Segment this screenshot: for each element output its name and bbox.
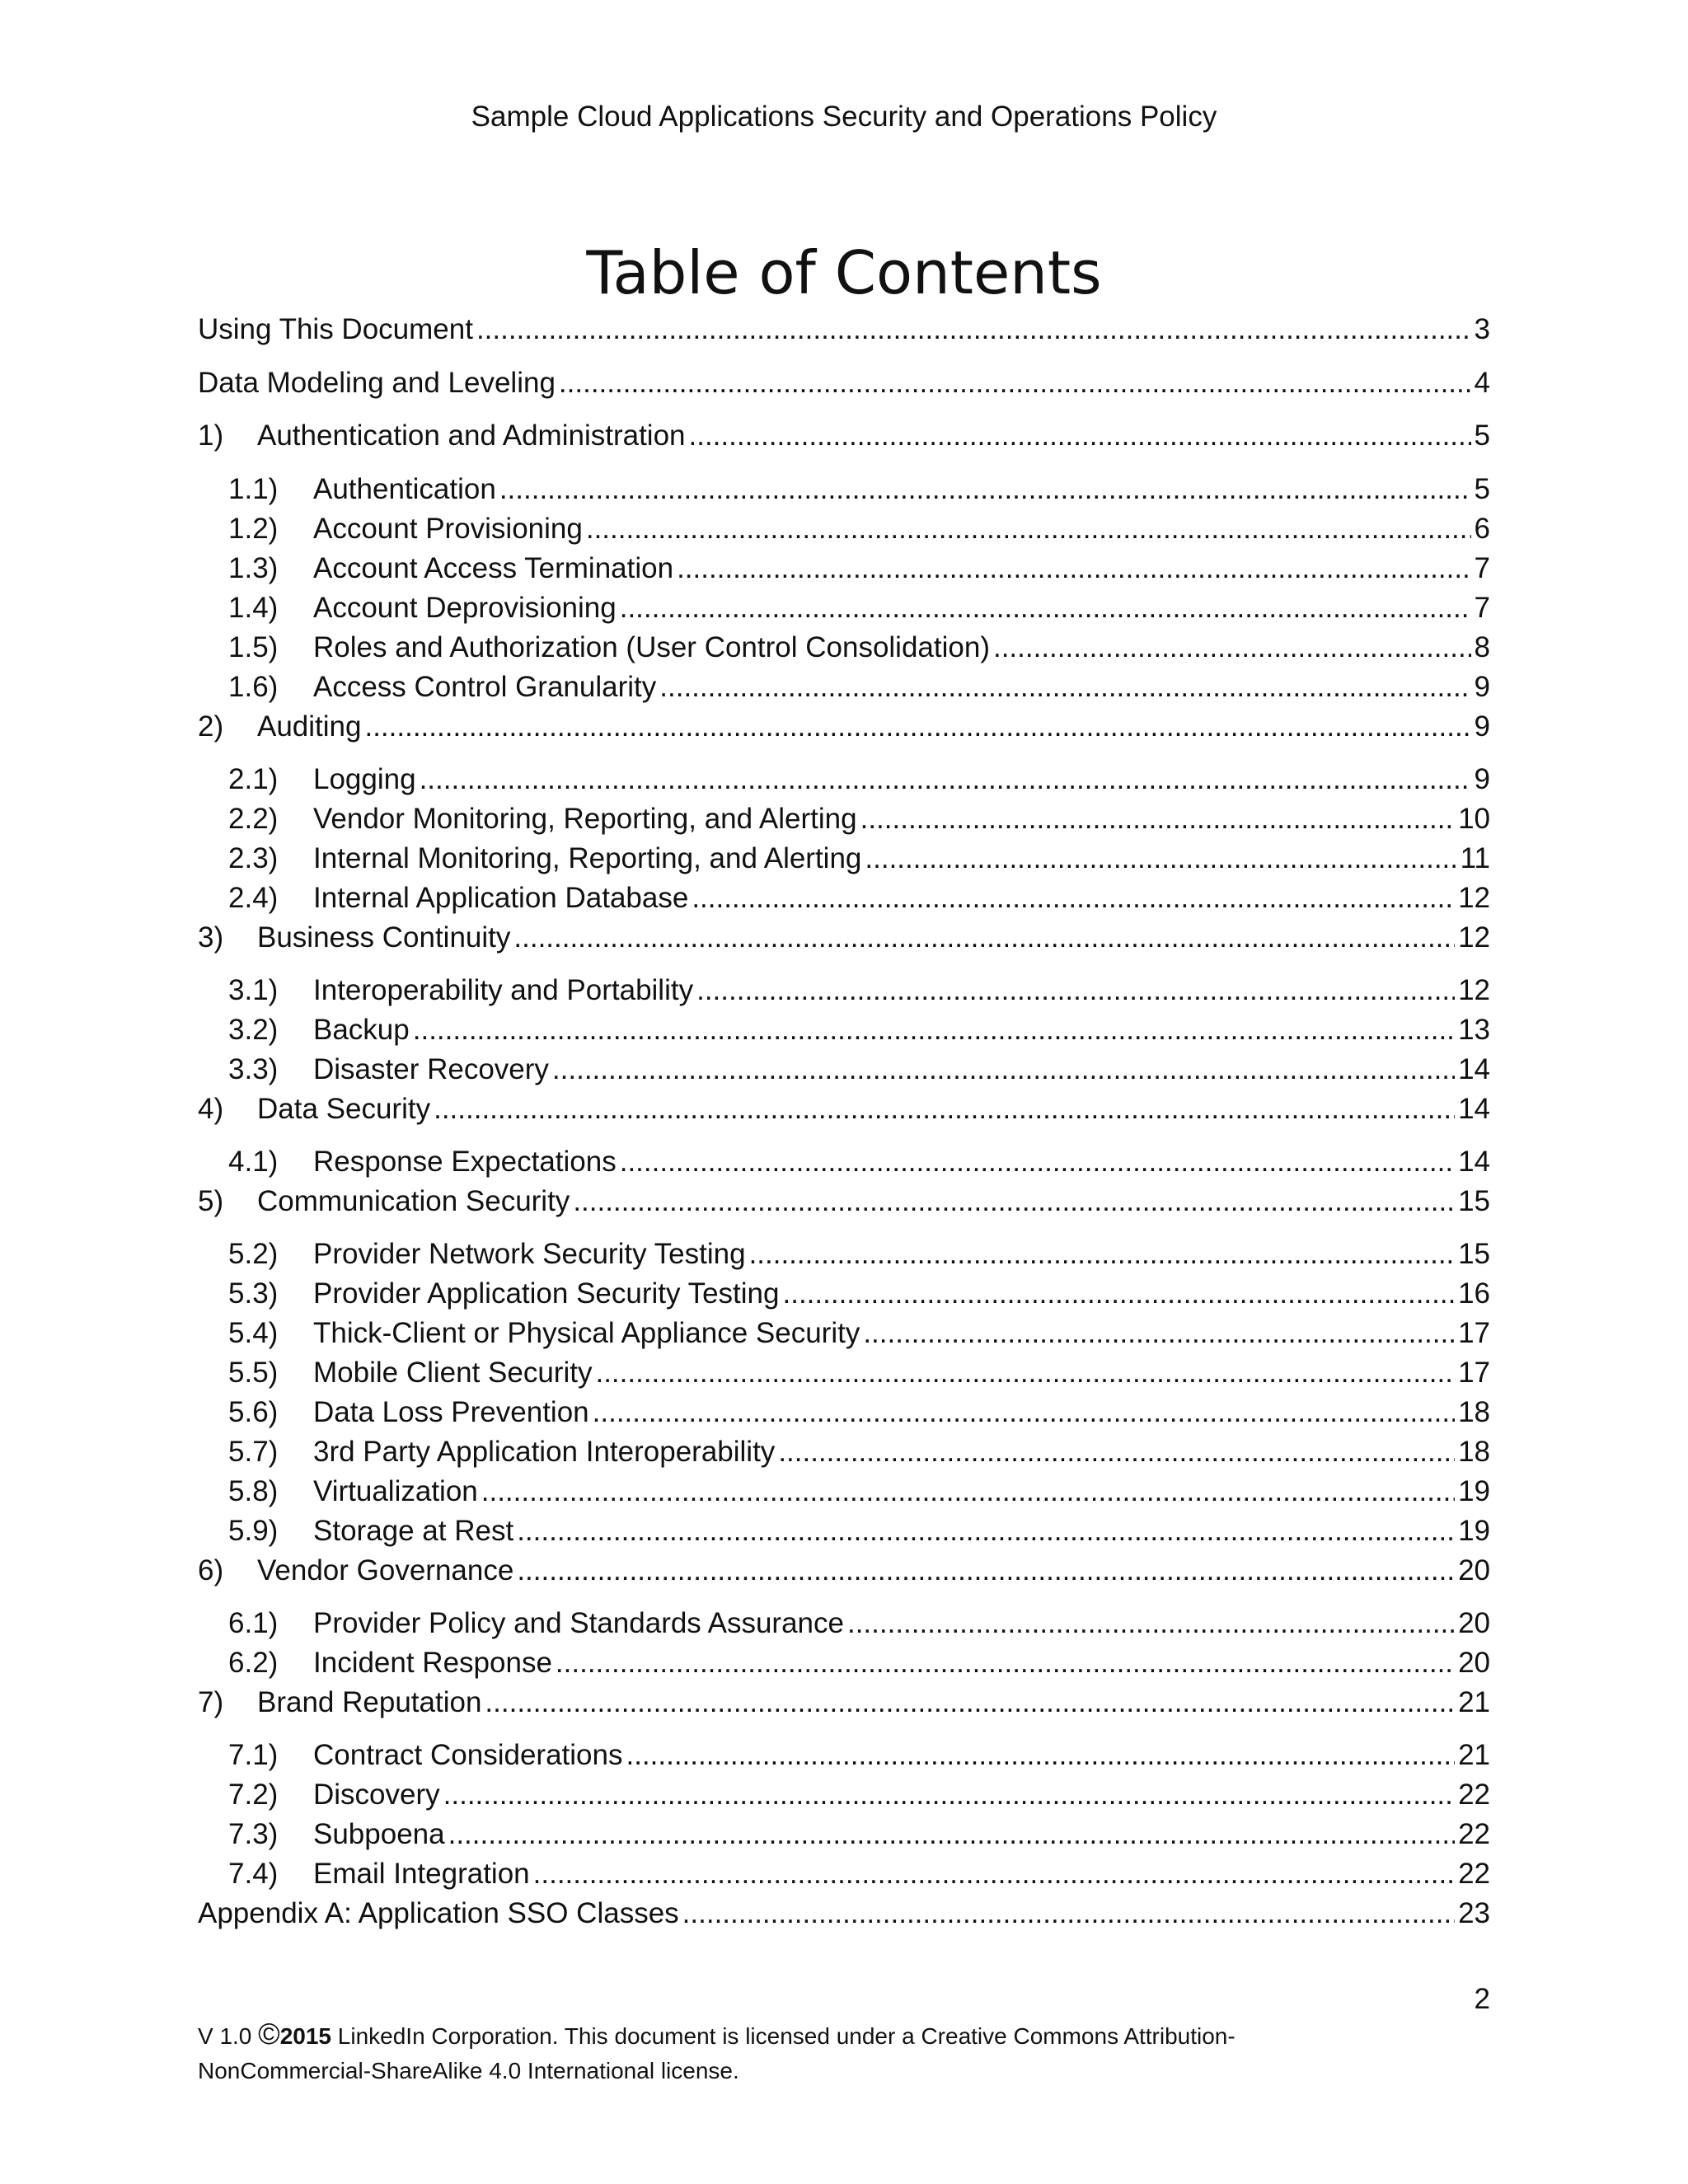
toc-entry-number: 6.2) <box>228 1647 279 1679</box>
toc-entry-number: 2.4) <box>228 882 279 914</box>
toc-entry-label: Storage at Rest <box>313 1515 514 1547</box>
toc-entry-number: 5.4) <box>228 1317 279 1349</box>
toc-entry-label: Mobile Client Security <box>313 1357 593 1389</box>
toc-entry-number: 5) <box>198 1185 224 1217</box>
toc-dot-leader <box>863 1314 1455 1353</box>
toc-dot-leader <box>682 1894 1455 1933</box>
toc-entry[interactable] <box>228 470 1490 509</box>
toc-entry-number: 2.1) <box>228 763 279 795</box>
toc-entry-number: 5.6) <box>228 1396 279 1428</box>
toc-entry-label: Communication Security <box>257 1185 570 1217</box>
toc-dot-leader <box>434 1090 1455 1129</box>
toc-dot-leader <box>692 879 1455 918</box>
toc-dot-leader <box>413 1010 1455 1050</box>
toc-entry-page: 17 <box>1458 1317 1490 1349</box>
toc-dot-leader <box>559 363 1471 403</box>
toc-entry[interactable] <box>228 1393 1490 1432</box>
toc-dot-leader <box>659 668 1470 707</box>
toc-entry-label: Account Access Termination <box>313 552 674 584</box>
toc-dot-leader <box>677 549 1470 588</box>
toc-entry-number: 5.5) <box>228 1357 279 1389</box>
toc-entry-label: Provider Network Security Testing <box>313 1238 746 1270</box>
toc-entry[interactable] <box>228 1432 1490 1472</box>
toc-entry-label: Logging <box>313 763 416 795</box>
toc-dot-leader <box>620 588 1471 628</box>
footer-version: V 1.0 <box>198 2023 252 2049</box>
toc-entry-label: Data Loss Prevention <box>313 1396 589 1428</box>
toc-entry[interactable] <box>228 1353 1490 1393</box>
toc-entry[interactable] <box>228 668 1490 707</box>
toc-entry[interactable] <box>228 509 1490 549</box>
toc-entry[interactable] <box>198 310 1490 349</box>
toc-entry-label: Disaster Recovery <box>313 1053 549 1085</box>
toc-entry[interactable] <box>228 1314 1490 1353</box>
toc-dot-leader <box>533 1854 1455 1894</box>
toc-entry-page: 3 <box>1474 313 1490 345</box>
toc-entry-page: 22 <box>1458 1858 1490 1890</box>
toc-dot-leader <box>556 1643 1455 1683</box>
toc-entry-page: 9 <box>1474 671 1490 703</box>
toc-entry-page: 19 <box>1458 1475 1490 1507</box>
toc-dot-leader <box>696 971 1455 1010</box>
toc-entry-label: Business Continuity <box>257 921 511 954</box>
toc-entry-page: 13 <box>1458 1014 1490 1046</box>
toc-entry-label: Authentication and Administration <box>257 419 686 452</box>
toc-entry-label: Provider Policy and Standards Assurance <box>313 1607 844 1639</box>
toc-entry-page: 7 <box>1474 592 1490 624</box>
toc-entry[interactable] <box>228 879 1490 918</box>
toc-entry-label: Incident Response <box>313 1647 552 1679</box>
toc-dot-leader <box>573 1182 1455 1221</box>
toc-entry[interactable] <box>228 799 1490 839</box>
toc-entry-page: 5 <box>1474 473 1490 505</box>
toc-entry-number: 1.2) <box>228 513 279 545</box>
copyright-icon: © <box>258 2017 280 2050</box>
toc-entry[interactable] <box>228 1511 1490 1551</box>
toc-entry-number: 5.8) <box>228 1475 279 1507</box>
toc-dot-leader <box>485 1683 1455 1722</box>
toc-entry-page: 12 <box>1458 974 1490 1006</box>
toc-entry-number: 6.1) <box>228 1607 279 1639</box>
toc-entry[interactable] <box>198 1090 1490 1129</box>
toc-entry-label: Virtualization <box>313 1475 478 1507</box>
toc-entry-page: 10 <box>1458 803 1490 835</box>
toc-dot-leader <box>476 310 1471 349</box>
toc-entry-number: 5.7) <box>228 1436 279 1468</box>
toc-entry-page: 14 <box>1458 1053 1490 1085</box>
toc-dot-leader <box>689 416 1471 456</box>
toc-entry-page: 17 <box>1458 1357 1490 1389</box>
toc-entry-number: 3) <box>198 921 224 954</box>
toc-entry-page: 18 <box>1458 1436 1490 1468</box>
toc-entry[interactable] <box>228 1142 1490 1182</box>
toc-entry[interactable] <box>198 1182 1490 1221</box>
toc-dot-leader <box>595 1353 1455 1393</box>
toc-entry-page: 14 <box>1458 1093 1490 1125</box>
toc-entry-label: Access Control Granularity <box>313 671 657 703</box>
toc-entry-number: 7.3) <box>228 1818 279 1850</box>
toc-entry[interactable] <box>228 628 1490 668</box>
toc-dot-leader <box>552 1050 1455 1090</box>
toc-entry-page: 11 <box>1460 842 1490 874</box>
footer-line-1 <box>198 2019 1434 2054</box>
toc-entry-label: Email Integration <box>313 1858 530 1890</box>
toc-entry-number: 7.1) <box>228 1739 279 1771</box>
page-title: Table of Contents <box>586 238 1102 307</box>
toc-entry-page: 12 <box>1458 921 1490 954</box>
toc-entry-label: Provider Application Security Testing <box>313 1277 780 1310</box>
toc-entry[interactable] <box>198 416 1490 456</box>
toc-entry-page: 9 <box>1474 763 1490 795</box>
toc-entry-label: Brand Reputation <box>257 1686 482 1718</box>
toc-dot-leader <box>626 1736 1455 1775</box>
toc-entry[interactable] <box>198 707 1490 747</box>
toc-entry-label: Account Provisioning <box>313 513 583 545</box>
footer <box>198 2019 1434 2088</box>
toc-entry-page: 21 <box>1458 1686 1490 1718</box>
toc-entry-number: 1.6) <box>228 671 279 703</box>
toc-entry-page: 7 <box>1474 552 1490 584</box>
toc-dot-leader <box>499 470 1471 509</box>
toc-dot-leader <box>517 1551 1455 1591</box>
toc-entry-number: 7) <box>198 1686 224 1718</box>
toc-entry-number: 1.4) <box>228 592 279 624</box>
toc-entry[interactable] <box>198 1894 1490 1933</box>
toc-dot-leader <box>860 799 1455 839</box>
toc-entry[interactable] <box>228 971 1490 1010</box>
toc-entry-number: 4) <box>198 1093 224 1125</box>
toc-entry[interactable] <box>228 1775 1490 1815</box>
toc-entry-label: 3rd Party Application Interoperability <box>313 1436 776 1468</box>
toc-entry-label: Response Expectations <box>313 1146 617 1178</box>
toc-dot-leader <box>420 760 1471 799</box>
toc-entry[interactable] <box>228 1643 1490 1683</box>
toc-entry-number: 6) <box>198 1554 224 1586</box>
toc-entry-number: 5.2) <box>228 1238 279 1270</box>
toc-entry-number: 2) <box>198 710 224 743</box>
page-number: 2 <box>1474 1983 1490 2015</box>
toc-dot-leader <box>749 1235 1456 1274</box>
toc-entry[interactable] <box>228 1050 1490 1090</box>
toc-entry-page: 6 <box>1474 513 1490 545</box>
toc-entry-number: 4.1) <box>228 1146 279 1178</box>
toc-dot-leader <box>364 707 1470 747</box>
footer-license-text: LinkedIn Corporation. This document is licensed under a Creative Commons Attribution- <box>337 2023 1236 2049</box>
toc-entry[interactable] <box>228 588 1490 628</box>
toc-entry[interactable] <box>228 1472 1490 1511</box>
page-header: Sample Cloud Applications Security and Operations Policy <box>471 101 1217 133</box>
toc-entry-number: 1.5) <box>228 631 279 663</box>
toc-entry-page: 16 <box>1458 1277 1490 1310</box>
toc-entry-label: Interoperability and Portability <box>313 974 694 1006</box>
toc-entry-number: 2.2) <box>228 803 279 835</box>
toc-entry[interactable] <box>228 1815 1490 1854</box>
toc-entry[interactable] <box>228 1235 1490 1274</box>
toc-dot-leader <box>517 1511 1455 1551</box>
toc-dot-leader <box>847 1604 1455 1643</box>
toc-entry-page: 23 <box>1458 1897 1490 1929</box>
toc-entry-label: Backup <box>313 1014 410 1046</box>
toc-dot-leader <box>513 918 1455 958</box>
toc-entry[interactable] <box>228 760 1490 799</box>
toc-entry[interactable] <box>198 918 1490 958</box>
toc-entry-page: 18 <box>1458 1396 1490 1428</box>
toc-entry-label: Auditing <box>257 710 362 743</box>
toc-entry-label: Account Deprovisioning <box>313 592 617 624</box>
toc-entry-page: 5 <box>1474 419 1490 452</box>
toc-entry-number: 3.2) <box>228 1014 279 1046</box>
toc-entry-page: 4 <box>1474 367 1490 399</box>
toc-dot-leader <box>783 1274 1456 1314</box>
toc-entry-label: Discovery <box>313 1779 440 1811</box>
toc-entry[interactable] <box>228 549 1490 588</box>
toc-entry-page: 9 <box>1474 710 1490 743</box>
toc-entry[interactable] <box>198 1683 1490 1722</box>
toc-entry-number: 1.1) <box>228 473 279 505</box>
toc-dot-leader <box>993 628 1471 668</box>
footer-year: 2015 <box>279 2023 331 2049</box>
toc-dot-leader <box>620 1142 1455 1182</box>
toc-entry-page: 22 <box>1458 1818 1490 1850</box>
toc-entry-label: Authentication <box>313 473 496 505</box>
toc-entry-page: 20 <box>1458 1607 1490 1639</box>
toc-entry-label: Vendor Monitoring, Reporting, and Alerting <box>313 803 857 835</box>
toc-entry-label: Roles and Authorization (User Control Consolidation) <box>313 631 990 663</box>
toc-dot-leader <box>448 1815 1455 1854</box>
toc-entry-page: 22 <box>1458 1779 1490 1811</box>
toc-entry-label: Internal Application Database <box>313 882 689 914</box>
toc-entry-number: 1) <box>198 419 224 452</box>
toc-entry-page: 8 <box>1474 631 1490 663</box>
toc-entry-label: Data Modeling and Leveling <box>198 367 556 399</box>
toc-entry-number: 5.9) <box>228 1515 279 1547</box>
toc-entry-number: 3.1) <box>228 974 279 1006</box>
toc-entry-page: 19 <box>1458 1515 1490 1547</box>
toc-dot-leader <box>586 509 1471 549</box>
toc-entry-number: 3.3) <box>228 1053 279 1085</box>
toc-entry-page: 15 <box>1458 1185 1490 1217</box>
toc-entry-page: 15 <box>1458 1238 1490 1270</box>
toc-entry-page: 14 <box>1458 1146 1490 1178</box>
toc-entry-label: Appendix A: Application SSO Classes <box>198 1897 679 1929</box>
toc-entry[interactable] <box>228 1736 1490 1775</box>
toc-entry[interactable] <box>228 1274 1490 1314</box>
footer-line-2: NonCommercial-ShareAlike 4.0 International license. <box>198 2058 739 2083</box>
toc-entry-label: Subpoena <box>313 1818 445 1850</box>
toc-dot-leader <box>593 1393 1455 1432</box>
toc-entry-label: Thick-Client or Physical Appliance Security <box>313 1317 860 1349</box>
toc-dot-leader <box>481 1472 1455 1511</box>
toc-entry[interactable] <box>228 1010 1490 1050</box>
toc-entry-label: Using This Document <box>198 313 473 345</box>
toc-entry[interactable] <box>198 363 1490 403</box>
toc-entry-number: 7.2) <box>228 1779 279 1811</box>
toc-entry-label: Internal Monitoring, Reporting, and Alerting <box>313 842 862 874</box>
toc-entry[interactable] <box>228 1854 1490 1894</box>
toc-dot-leader <box>778 1432 1455 1472</box>
toc-entry-page: 20 <box>1458 1554 1490 1586</box>
toc-entry[interactable] <box>198 1551 1490 1591</box>
toc-entry-number: 5.3) <box>228 1277 279 1310</box>
toc-entry-label: Data Security <box>257 1093 431 1125</box>
toc-entry-page: 21 <box>1458 1739 1490 1771</box>
toc-entry-label: Contract Considerations <box>313 1739 623 1771</box>
toc-entry[interactable] <box>228 1604 1490 1643</box>
toc-entry-number: 1.3) <box>228 552 279 584</box>
toc-dot-leader <box>865 839 1456 879</box>
toc-entry[interactable] <box>228 839 1490 879</box>
toc-entry-number: 7.4) <box>228 1858 279 1890</box>
toc-entry-page: 12 <box>1458 882 1490 914</box>
toc-entry-number: 2.3) <box>228 842 279 874</box>
toc-dot-leader <box>443 1775 1455 1815</box>
toc-entry-page: 20 <box>1458 1647 1490 1679</box>
toc-entry-label: Vendor Governance <box>257 1554 514 1586</box>
